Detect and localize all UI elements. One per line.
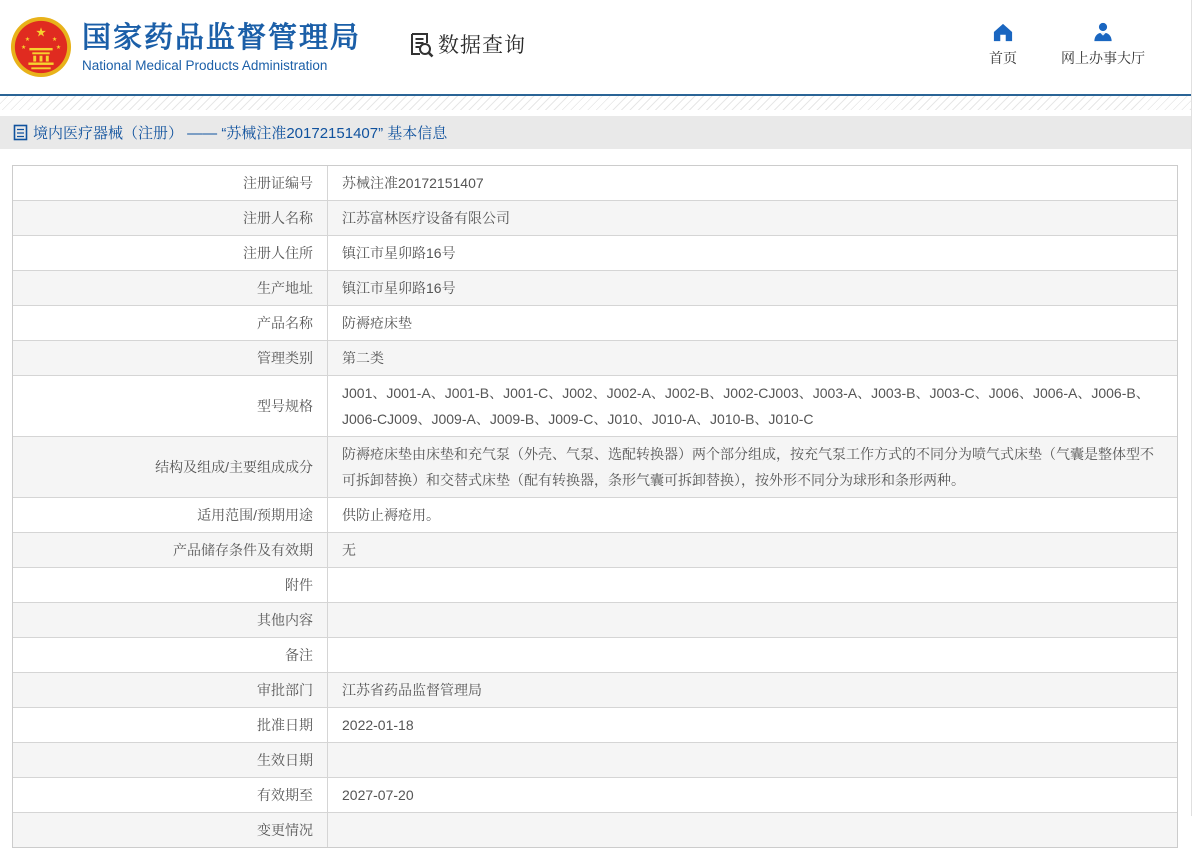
row-value: 防褥疮床垫由床垫和充气泵（外壳、气泵、选配转换器）两个部分组成，按充气泵工作方式的不同分为喷气式床垫（气囊是整体型不可拆卸替换）和交替式床垫（配有转换器，条形气囊可拆卸替换），按外形不同分为球形和条形两种。 [342,446,1154,488]
breadcrumb: 境内医疗器械（注册） —— “苏械注准20172151407” 基本信息 [33,125,448,142]
document-icon [13,124,28,141]
table-row [13,672,1177,707]
row-value [328,813,1177,847]
table-row [13,305,1177,340]
table-row [13,270,1177,305]
national-emblem-icon [10,16,72,78]
table-row [13,742,1177,777]
header-nav [989,22,1145,68]
row-value [328,568,1177,602]
site-header [0,0,1191,96]
row-value: 江苏省药品监督管理局 [342,682,482,698]
row-label: 管理类别 [13,341,328,375]
table-row [13,166,1177,200]
table-row [13,375,1177,436]
breadcrumb-bar [0,116,1191,149]
row-label: 审批部门 [13,673,328,707]
doc-search-icon [407,31,434,58]
row-label: 产品储存条件及有效期 [13,533,328,567]
row-label: 有效期至 [13,778,328,812]
row-value: 无 [342,542,356,558]
svg-text:★: ★ [35,25,47,40]
row-value [328,743,1177,777]
national-emblem-logo[interactable] [10,16,72,78]
row-label: 注册人住所 [13,236,328,270]
svg-text:★: ★ [20,44,27,51]
row-value: 防褥疮床垫 [342,315,412,331]
nav-service-hall-label: 网上办事大厅 [1061,50,1145,66]
table-row [13,436,1177,497]
table-row [13,340,1177,375]
site-title: 国家药品监督管理局 [82,22,362,54]
info-table [12,165,1178,848]
data-query-link[interactable] [407,29,526,59]
table-row [13,707,1177,742]
table-row [13,235,1177,270]
svg-text:★: ★ [51,37,58,44]
nav-home-label: 首页 [989,50,1017,66]
nav-service-hall[interactable] [1061,22,1145,68]
table-row [13,602,1177,637]
row-label: 适用范围/预期用途 [13,498,328,532]
row-label: 批准日期 [13,708,328,742]
scrollbar[interactable] [1191,0,1192,816]
row-value [328,603,1177,637]
row-value: 镇江市星卯路16号 [342,280,456,296]
home-icon [992,22,1014,42]
row-value: 2022-01-18 [342,717,414,733]
row-label: 注册人名称 [13,201,328,235]
row-label: 产品名称 [13,306,328,340]
table-row [13,497,1177,532]
row-label: 生效日期 [13,743,328,777]
table-row [13,637,1177,672]
row-value: J001、J001-A、J001-B、J001-C、J002、J002-A、J002-B、J002-CJ003、J003-A、J003-B、J003-C、J006、J006-A、J006-B、J006-CJ009、J009-A、J009-B、J009-C、J010、J010-A、J010-B、J010-C [342,385,1150,427]
row-value: 2027-07-20 [342,787,414,803]
row-value: 镇江市星卯路16号 [342,245,456,261]
row-value [328,638,1177,672]
row-value: 供防止褥疮用。 [342,507,440,523]
row-label: 变更情况 [13,813,328,847]
data-query-label: 数据查询 [438,34,527,57]
table-row [13,777,1177,812]
nav-home[interactable] [989,22,1017,68]
site-subtitle: National Medical Products Administration [82,58,328,73]
row-label: 注册证编号 [13,166,328,200]
svg-text:★: ★ [55,44,62,51]
user-icon [1092,22,1114,42]
row-label: 结构及组成/主要组成成分 [13,437,328,497]
striped-divider [0,96,1191,110]
svg-text:★: ★ [24,37,31,44]
site-title-block [82,21,361,73]
row-value: 江苏富林医疗设备有限公司 [342,210,510,226]
table-row [13,567,1177,602]
table-row [13,200,1177,235]
table-row [13,812,1177,847]
table-row [13,532,1177,567]
row-label: 附件 [13,568,328,602]
row-label: 其他内容 [13,603,328,637]
row-label: 生产地址 [13,271,328,305]
row-label: 型号规格 [13,376,328,436]
row-label: 备注 [13,638,328,672]
row-value: 苏械注准20172151407 [342,175,484,191]
row-value: 第二类 [342,350,384,366]
